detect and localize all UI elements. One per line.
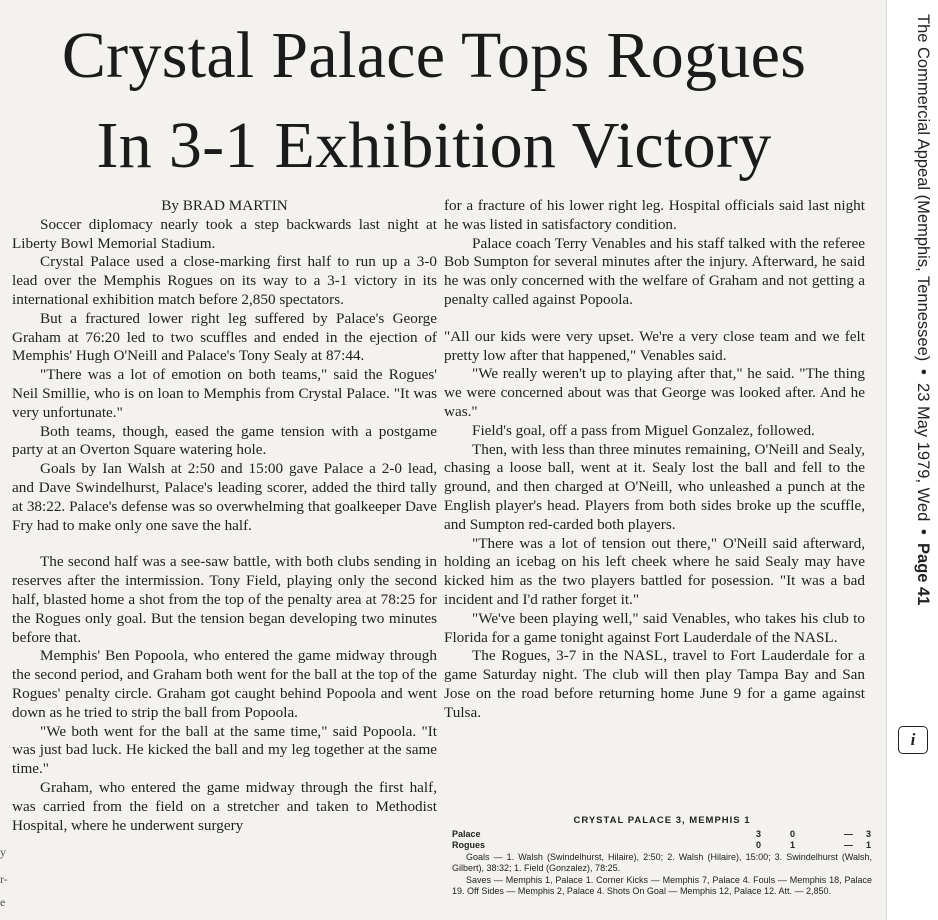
article-paragraph: But a fractured lower right leg suffered by Palace's George Graham at 76:20 led to two scuffles and ended in the ejection of Memphis' Hugh O'Neill and Palace's Tony Sealy at 87:44. bbox=[12, 309, 437, 365]
citation-separator: • bbox=[914, 369, 932, 376]
article-paragraph: for a fracture of his lower right leg. Hospital officials said last night he was listed in satisfactory condition. bbox=[444, 197, 865, 233]
article-paragraph: Crystal Palace used a close-marking first half to run up a 3-0 lead over the Memphis Rogues on its way to a 3-1 victory in its international exhibition match before 2,850 spectators. bbox=[12, 253, 437, 308]
first-half-score: 0 bbox=[756, 840, 762, 850]
second-half-score: 1 bbox=[790, 840, 796, 850]
score-dash: — bbox=[844, 828, 853, 839]
box-score-goals: Goals — 1. Walsh (Swindelhurst, Hilaire), 2:50; 2. Walsh (Hilaire), 15:00; 3. Swindelhurst (Walsh, Gilbert), 38:32; 1. Field (Gonzalez), 78:25. bbox=[452, 851, 872, 873]
edge-fragment: e bbox=[0, 895, 6, 909]
article-paragraph: The second half was a see-saw battle, with both clubs sending in reserves after the intermission. Tony Field, playing only the second half, blasted home a shot from the top of the penalty area at 78:25 for the Rogues only goal. But the tension began developing two minutes before that. bbox=[12, 553, 437, 646]
article-right-column bbox=[444, 197, 865, 723]
info-icon[interactable] bbox=[898, 726, 928, 754]
edge-fragment: r- bbox=[0, 872, 8, 886]
box-score-row bbox=[452, 829, 872, 841]
article-paragraph: Palace coach Terry Venables and his staff talked with the referee Bob Sumpton for several minutes after the injury. Afterward, he said he was only concerned with the welfare of Graham and not getting a penalty called against Popoola. bbox=[444, 234, 865, 308]
edge-fragment: y bbox=[0, 845, 6, 859]
score-dash: — bbox=[844, 840, 853, 850]
box-score-row bbox=[452, 840, 872, 852]
article-paragraph: "All our kids were very upset. We're a very close team and we felt pretty low after that happened," Venables said. bbox=[444, 327, 865, 364]
article-paragraph: Memphis' Ben Popoola, who entered the game midway through the second period, and Graham both went for the ball at the top of the Rogues' penalty circle. Graham got caught behind Popoola and went down as he tried to strip the ball from Popoola. bbox=[12, 647, 437, 721]
article-paragraph: Goals by Ian Walsh at 2:50 and 15:00 gave Palace a 2-0 lead, and Dave Swindelhurst, Palace's leading scorer, added the third tally at 38:22. Palace's defense was so overwhelming that goalkeeper Dave Fry had to make only one save the half. bbox=[12, 460, 437, 534]
headline-line-1: Crystal Palace Tops Rogues bbox=[61, 19, 807, 92]
team-name: Rogues bbox=[452, 840, 486, 850]
citation-text bbox=[913, 14, 932, 605]
citation-separator: • bbox=[914, 529, 932, 536]
article-paragraph: "We both went for the ball at the same time," said Popoola. "It was just bad luck. He kicked the ball and my leg together at the same time." bbox=[12, 722, 437, 778]
headline-line-2: In 3-1 Exhibition Victory bbox=[96, 109, 772, 182]
article-paragraph: "We really weren't up to playing after that," he said. "The thing we were concerned about was that George was looked after. And he was." bbox=[444, 365, 865, 420]
article-paragraph: "We've been playing well," said Venables, who takes his club to Florida for a game tonight against Fort Lauderdale of the NASL. bbox=[444, 609, 865, 646]
article-paragraph: "There was a lot of tension out there," O'Neill said afterward, holding an icebag on his left cheek where he said Sealy may have kicked him as the two players battled for posession. "It was a bad incident and I'd rather forget it." bbox=[444, 534, 865, 608]
publication-name: The Commercial Appeal (Memphis, Tennessee) bbox=[914, 14, 932, 362]
publication-date: 23 May 1979, Wed bbox=[914, 383, 932, 522]
article-paragraph: "There was a lot of emotion on both teams," said the Rogues' Neil Smillie, who is on loan to Memphis from Crystal Palace. "It was very unfortunate." bbox=[12, 366, 437, 421]
total-score: 1 bbox=[866, 840, 872, 850]
box-score bbox=[452, 815, 872, 898]
article-paragraph: Graham, who entered the game midway through the first half, was carried from the field on a stretcher and taken to Methodist Hospital, where he underwent surgery bbox=[12, 778, 437, 834]
article-left-column bbox=[12, 197, 437, 835]
article-paragraph: The Rogues, 3-7 in the NASL, travel to Fort Lauderdale for a game Saturday night. The club will then play Tampa Bay and San Jose on the road before returning home June 9 for a game against Tulsa. bbox=[444, 647, 865, 721]
second-half-score: 0 bbox=[790, 828, 796, 839]
info-button-label: i bbox=[910, 730, 916, 749]
first-half-score: 3 bbox=[756, 828, 762, 839]
article-paragraph: Field's goal, off a pass from Miguel Gonzalez, followed. bbox=[472, 421, 815, 439]
article-paragraph: Soccer diplomacy nearly took a step backwards last night at Liberty Bowl Memorial Stadium. bbox=[12, 215, 437, 252]
total-score: 3 bbox=[866, 828, 872, 839]
box-score-saves: Saves — Memphis 1, Palace 1. Corner Kicks — Memphis 7, Palace 4. Fouls — Memphis 18, Palace 19. Off Sides — Memphis 2, Palace 4. Shots On Goal — Memphis 12, Palace 12. Att. — 2,850. bbox=[452, 874, 872, 896]
article-paragraph: Then, with less than three minutes remaining, O'Neill and Sealy, chasing a loose ball, went at it. Sealy lost the ball and fell to the ground, and then charged at O'Neill, who unleashed a punch at the English player's head. Players from both sides broke up the scuffle, and Sumpton red-carded both players. bbox=[444, 440, 865, 533]
article-paragraph: Both teams, though, eased the game tension with a postgame party at an Overton Square watering hole. bbox=[12, 422, 437, 459]
page-number: Page 41 bbox=[914, 543, 932, 606]
byline: By BRAD MARTIN bbox=[161, 197, 288, 214]
team-name: Palace bbox=[452, 828, 481, 839]
box-score-title: CRYSTAL PALACE 3, MEMPHIS 1 bbox=[573, 815, 751, 826]
